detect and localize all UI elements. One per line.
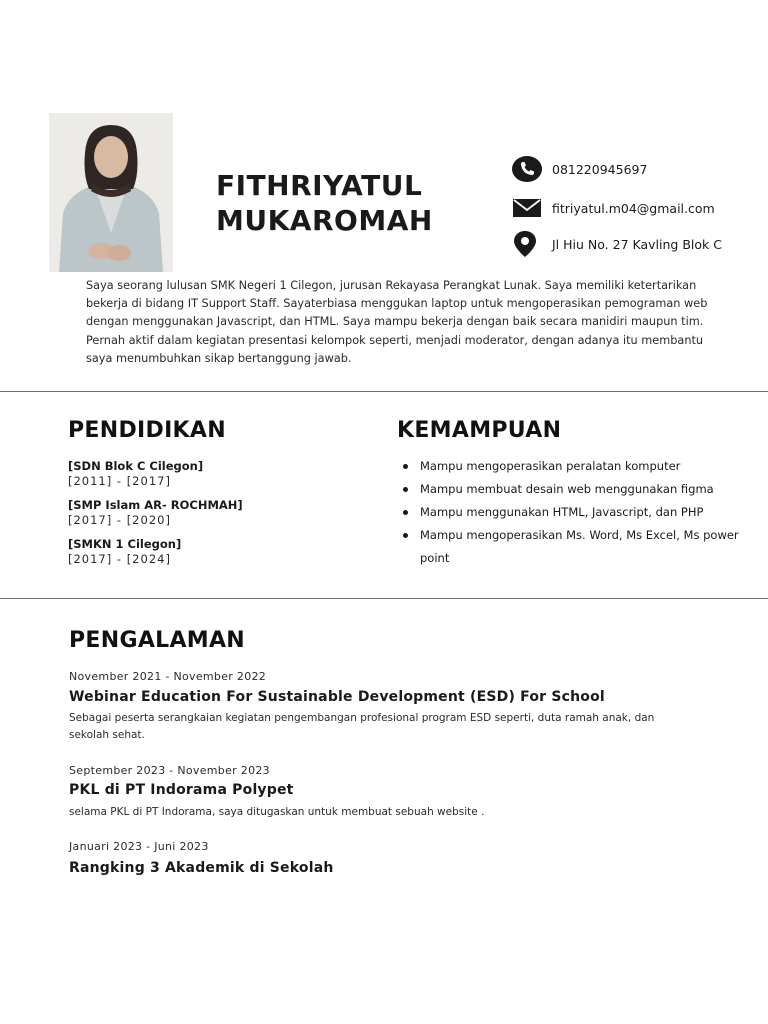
profile-summary: Saya seorang lulusan SMK Negeri 1 Cilegon, jurusan Rekayasa Perangkat Lunak. Saya memiliki ketertarikan bekerja di bidang IT Support Staff. Sayaterbiasa menggukan laptop untuk mengoperasikan pemograman web dengan menggunakan Javascript, dan HTML. Saya mampu bekerja dengan baik secara manidiri maupun tim. Pernah aktif dalam kegiatan presentasi kelompok seperti, menjadi moderator, dengan adanya itu membantu saya menumbuhkan sikap bertanggung jawab. bbox=[86, 279, 708, 365]
education-school: [SDN Blok C Cilegon] bbox=[68, 459, 204, 473]
education-item bbox=[68, 459, 368, 489]
name-line-2: MUKAROMAH bbox=[216, 204, 433, 237]
experience-date: September 2023 - November 2023 bbox=[69, 764, 270, 777]
email-address: fitriyatul.m04@gmail.com bbox=[552, 200, 715, 216]
experience-title-item: Webinar Education For Sustainable Development (ESD) For School bbox=[69, 689, 605, 705]
education-item bbox=[68, 537, 368, 567]
skills-list bbox=[400, 455, 768, 570]
education-school: [SMKN 1 Cilegon] bbox=[68, 537, 182, 551]
profile-photo bbox=[49, 113, 173, 272]
divider bbox=[0, 598, 768, 599]
education-years: [2017] - [2024] bbox=[68, 552, 171, 566]
experience-description: Sebagai peserta serangkaian kegiatan pengembangan profesional program ESD seperti, duta ramah anak, dan sekolah sehat. bbox=[69, 712, 655, 741]
address-text: Jl Hiu No. 27 Kavling Blok C bbox=[552, 236, 722, 252]
skill-item: Mampu mengoperasikan peralatan komputer bbox=[400, 455, 768, 478]
experience-description: selama PKL di PT Indorama, saya ditugaskan untuk membuat sebuah website . bbox=[69, 806, 485, 818]
skill-item: Mampu menggunakan HTML, Javascript, dan PHP bbox=[400, 501, 768, 524]
name-line-1: FITHRIYATUL bbox=[216, 169, 423, 202]
person-illustration bbox=[49, 113, 173, 272]
contact-email bbox=[512, 194, 762, 222]
experience-title-item: PKL di PT Indorama Polypet bbox=[69, 782, 294, 798]
education-item bbox=[68, 498, 368, 528]
divider bbox=[0, 391, 768, 392]
phone-icon bbox=[512, 155, 544, 183]
skills-title: KEMAMPUAN bbox=[397, 418, 562, 443]
experience-title: PENGALAMAN bbox=[69, 628, 246, 653]
contact-phone bbox=[512, 155, 762, 183]
full-name bbox=[216, 168, 433, 238]
skill-item: Mampu membuat desain web menggunakan figma bbox=[400, 478, 768, 501]
experience-date: November 2021 - November 2022 bbox=[69, 670, 267, 683]
contact-address bbox=[512, 230, 762, 258]
experience-title-item: Rangking 3 Akademik di Sekolah bbox=[69, 860, 334, 876]
mail-icon bbox=[512, 194, 544, 222]
location-pin-icon bbox=[512, 230, 544, 258]
education-title: PENDIDIKAN bbox=[68, 418, 226, 443]
skill-item: Mampu mengoperasikan Ms. Word, Ms Excel, Ms power point bbox=[400, 524, 768, 570]
phone-number: 081220945697 bbox=[552, 161, 648, 177]
education-years: [2011] - [2017] bbox=[68, 474, 171, 488]
education-school: [SMP Islam AR- ROCHMAH] bbox=[68, 498, 243, 512]
education-years: [2017] - [2020] bbox=[68, 513, 171, 527]
experience-date: Januari 2023 - Juni 2023 bbox=[69, 840, 209, 853]
